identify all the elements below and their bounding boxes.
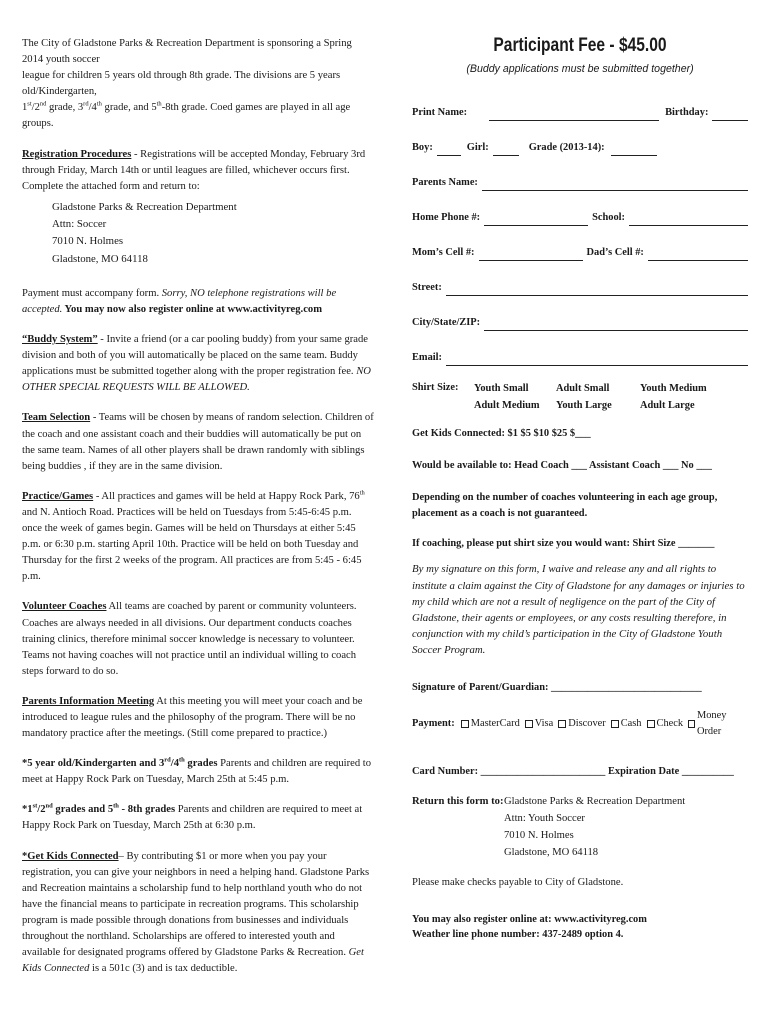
coach-availability-line[interactable]: Would be available to: Head Coach ___ Assistant Coach ___ No ___: [412, 460, 712, 472]
shirt-option-youth-small[interactable]: Youth Small: [474, 382, 529, 394]
moms-cell-field[interactable]: [479, 250, 583, 261]
registration-text: - Registrations will be accepted Monday, February 3rd through Friday, March 14th or until leagues are filled, whichever occurs first. Complete the attached form and return to:: [22, 148, 366, 192]
registration-heading: Registration Procedures: [22, 148, 132, 160]
shirt-option-youth-large[interactable]: Youth Large: [556, 400, 612, 412]
registration-paragraph: [22, 147, 374, 195]
meeting-kindergarten-paragraph: [22, 756, 374, 788]
dads-cell-field[interactable]: [648, 250, 748, 261]
team-selection-heading: Team Selection: [22, 412, 91, 424]
weather-line-note: Weather line phone number: 437-2489 option 4.: [412, 929, 624, 941]
superscript: th: [359, 489, 365, 497]
superscript: nd: [39, 100, 47, 108]
shirt-size-label: Shirt Size:: [412, 381, 459, 393]
volunteer-text: All teams are coached by parent or community volunteers. Coaches are always needed in all divisions. Our department conducts coaches training clinics, therefore minimal soccer knowledge is necessary to volunteer. Teams not having coaches will not practice until an individual willing to coach steps forward to do so.: [22, 601, 357, 677]
gkc-heading: *Get Kids Connected: [22, 850, 119, 862]
return-address-line: Gladstone Parks & Recreation Department: [504, 795, 686, 807]
parents-name-label: Parents Name:: [412, 177, 478, 189]
gkc-italic-text: Get Kids Connected: [22, 947, 364, 975]
practice-text: - All practices and games will be held at Happy Rock Park, 76: [93, 490, 360, 502]
moms-cell-label: Mom’s Cell #:: [412, 247, 475, 259]
school-label: School:: [592, 212, 626, 224]
shirt-size-group: [412, 380, 748, 414]
cell-phone-row: [412, 226, 748, 261]
superscript: nd: [45, 802, 53, 810]
meeting-k-heading: /4: [170, 758, 179, 770]
volunteer-heading: Volunteer Coaches: [22, 601, 107, 613]
return-address-line: Attn: Youth Soccer: [504, 812, 585, 824]
liability-waiver: By my signature on this form, I waive and release any and all rights to institute a claim against the City of Gladstone for any damages or injuries to my child which are not a result of negligence on the part of the City of Gladstone, their agents or employees, or any costs resulting therefore, in conjunction with my child’s participation in the City of Gladstone Youth Soccer Program.: [412, 563, 745, 657]
meeting-grades-heading: /2: [37, 804, 46, 816]
return-label: Return this form to:: [412, 795, 504, 807]
intro-paragraph: [22, 36, 374, 133]
gkc-text: is a 501c (3) and is tax deductible.: [89, 963, 238, 975]
checkbox-icon[interactable]: [461, 720, 469, 728]
meeting-k-heading: *5 year old/Kindergarten and 3: [22, 758, 165, 770]
checkbox-icon[interactable]: [525, 720, 533, 728]
shirt-option-youth-medium[interactable]: Youth Medium: [640, 382, 707, 394]
street-row: [412, 261, 748, 296]
payment-option-mastercard[interactable]: MasterCard: [461, 716, 520, 732]
volunteer-paragraph: [22, 599, 374, 679]
city-row: [412, 296, 748, 331]
buddy-paragraph: [22, 332, 374, 396]
city-field[interactable]: [484, 320, 748, 331]
coach-shirt-line[interactable]: If coaching, please put shirt size you would want: Shirt Size _______: [412, 537, 715, 549]
superscript: th: [96, 100, 102, 108]
signature-line[interactable]: Signature of Parent/Guardian: _____________________________: [412, 682, 702, 694]
intro-text: 1: [22, 102, 28, 114]
home-phone-row: [412, 191, 748, 226]
return-address-line: 7010 N. Holmes: [504, 829, 574, 841]
intro-text: -8th grade. Coed games are played in all age groups.: [22, 102, 351, 130]
payment-option-visa[interactable]: Visa: [525, 716, 553, 732]
checkbox-icon[interactable]: [558, 720, 566, 728]
school-field[interactable]: [629, 215, 748, 226]
checkbox-icon[interactable]: [647, 720, 655, 728]
team-selection-paragraph: [22, 410, 374, 474]
shirt-option-adult-medium[interactable]: Adult Medium: [474, 400, 540, 412]
superscript: th: [179, 756, 185, 764]
payment-option-discover[interactable]: Discover: [558, 716, 606, 732]
meeting-k-heading: grades: [184, 758, 218, 770]
boy-field[interactable]: [437, 145, 461, 156]
grade-label: Grade (2013-14):: [528, 142, 605, 154]
superscript: rd: [83, 100, 89, 108]
return-address: [412, 794, 748, 862]
payment-option-money-order[interactable]: Money Order: [688, 708, 743, 740]
checkbox-icon[interactable]: [611, 720, 619, 728]
practice-paragraph: [22, 489, 374, 586]
practice-heading: Practice/Games: [22, 490, 94, 502]
address-line: Gladstone Parks & Recreation Department: [52, 200, 237, 213]
get-kids-connected-paragraph: [22, 849, 374, 978]
print-name-label: Print Name:: [412, 107, 468, 119]
buddy-heading: “Buddy System”: [22, 334, 98, 346]
meeting-k-text: Parents and children are required to meet at Happy Rock Park on Tuesday, March 25th at 5:45 p.m.: [22, 758, 372, 786]
address-line: 7010 N. Holmes: [52, 235, 124, 248]
intro-text: /2: [31, 102, 40, 114]
birthday-field[interactable]: [712, 110, 748, 121]
payment-italic-text: Sorry, NO telephone registrations will be accepted.: [22, 287, 337, 315]
intro-text: grade, 3: [46, 102, 84, 114]
grade-field[interactable]: [611, 145, 657, 156]
parents-name-row: [412, 156, 748, 191]
meeting-grades-heading: - 8th grades: [118, 804, 176, 816]
gender-grade-row: [412, 121, 748, 156]
address-line: Attn: Soccer: [52, 218, 107, 231]
checkbox-icon[interactable]: [688, 720, 695, 728]
intro-text: /4: [88, 102, 97, 114]
intro-line-1: The City of Gladstone Parks & Recreation Department is sponsoring a Spring 2014 youth soccer: [22, 38, 352, 66]
parents-meeting-heading: Parents Information Meeting: [22, 695, 155, 707]
meeting-grades-heading: *1: [22, 804, 33, 816]
print-name-field[interactable]: [489, 110, 659, 121]
gkc-text: – By contributing $1 or more when you pay your registration, you can give your neighbors in need a helping hand. Gladstone Parks and Recreation maintains a scholarship fund to help northland youth who do not have the financial means to participate in recreation programs. This scholarship program is made possible through donations from businesses and individuals throughout the northland. Scholarships are offered to interested youth and available for designated programs offered by Gladstone Parks & Recreation.: [22, 850, 370, 959]
superscript: th: [113, 802, 119, 810]
mailing-address: [22, 199, 374, 268]
buddy-italic-text: NO OTHER SPECIAL REQUESTS WILL BE ALLOWED.: [22, 366, 371, 394]
payment-online-text: You may now also register online at www.activityreg.com: [62, 304, 323, 315]
participant-fee-title: Participant Fee - $45.00: [493, 35, 667, 56]
online-registration-note: You may also register online at: www.activityreg.com: [412, 913, 647, 925]
dads-cell-label: Dad’s Cell #:: [586, 247, 644, 259]
home-phone-label: Home Phone #:: [412, 212, 481, 224]
city-label: City/State/ZIP:: [412, 317, 481, 329]
buddy-text: - Invite a friend (or a car pooling buddy) from your same grade division and both of you will automatically be placed on the same team. Buddy applications must be submitted together along with the proper registration fee.: [22, 334, 368, 378]
boy-label: Boy:: [412, 142, 433, 154]
get-kids-connected-line[interactable]: Get Kids Connected: $1 $5 $10 $25 $___: [412, 428, 591, 440]
coach-placement-note: Depending on the number of coaches volunteering in each age group, placement as a coach is not guaranteed.: [412, 491, 718, 519]
intro-text: grade, and 5: [101, 102, 157, 114]
payment-text: Payment must accompany form.: [22, 287, 162, 299]
email-row: [412, 331, 748, 366]
shirt-option-adult-small[interactable]: Adult Small: [556, 382, 610, 394]
team-selection-text: - Teams will be chosen by means of random selection. Children of the coach and one assistant coach and their buddies will automatically be put on the same team. Names of all other players shall be drawn randomly with siblings being buddies , if they are in the same division.: [22, 412, 374, 472]
address-line: Gladstone, MO 64118: [52, 252, 148, 265]
payment-paragraph: [22, 286, 374, 318]
checks-payable-note: Please make checks payable to City of Gladstone.: [412, 877, 624, 889]
participant-fee-subtitle: (Buddy applications must be submitted together): [466, 62, 694, 75]
card-number-line[interactable]: Card Number: ________________________ Expiration Date __________: [412, 765, 734, 777]
email-field[interactable]: [446, 355, 748, 366]
practice-text: and N. Antioch Road. Practices will be held on Tuesdays from 5:45-6:45 p.m. once the week of games begin. Games will be held on Thursdays at either 5:45 p.m. or 6:30 p.m. starting April 10th. Practice will be held on both Tuesday and Thursday for the first 2 weeks of the program. All practices are from 5:45 - 6:45 p.m.: [22, 506, 362, 583]
superscript: st: [27, 100, 32, 108]
right-column: [412, 36, 748, 943]
superscript: rd: [164, 756, 171, 764]
left-column: [22, 36, 374, 977]
parents-meeting-paragraph: [22, 694, 374, 742]
street-label: Street:: [412, 282, 442, 294]
payment-option-cash[interactable]: Cash: [611, 716, 642, 732]
parents-meeting-text: At this meeting you will meet your coach and be introduced to league rules and the philosophy of the program. There will be no mandatory practice after the meetings. (Still come prepared to practice.): [22, 695, 363, 740]
return-address-line: Gladstone, MO 64118: [504, 846, 599, 858]
superscript: st: [32, 802, 38, 810]
payment-options: [412, 708, 748, 740]
girl-label: Girl:: [466, 142, 489, 154]
meeting-grades-text: Parents and children are required to meet at Happy Rock Park on Tuesday, March 25th at 6:30 p.m.: [22, 804, 363, 832]
parents-name-field[interactable]: [482, 180, 748, 191]
print-name-row: [412, 103, 748, 121]
birthday-label: Birthday:: [665, 107, 709, 119]
payment-label: Payment:: [412, 718, 455, 730]
meeting-grades-heading: grades and 5: [52, 804, 114, 816]
home-phone-field[interactable]: [484, 215, 588, 226]
street-field[interactable]: [446, 285, 748, 296]
meeting-grades-paragraph: [22, 802, 374, 834]
shirt-option-adult-large[interactable]: Adult Large: [640, 400, 695, 412]
superscript: th: [156, 100, 162, 108]
email-label: Email:: [412, 352, 443, 364]
intro-line-2: league for children 5 years old through 8th grade. The divisions are 5 years old/Kindergarten,: [22, 70, 341, 98]
payment-option-check[interactable]: Check: [647, 716, 684, 732]
girl-field[interactable]: [493, 145, 519, 156]
